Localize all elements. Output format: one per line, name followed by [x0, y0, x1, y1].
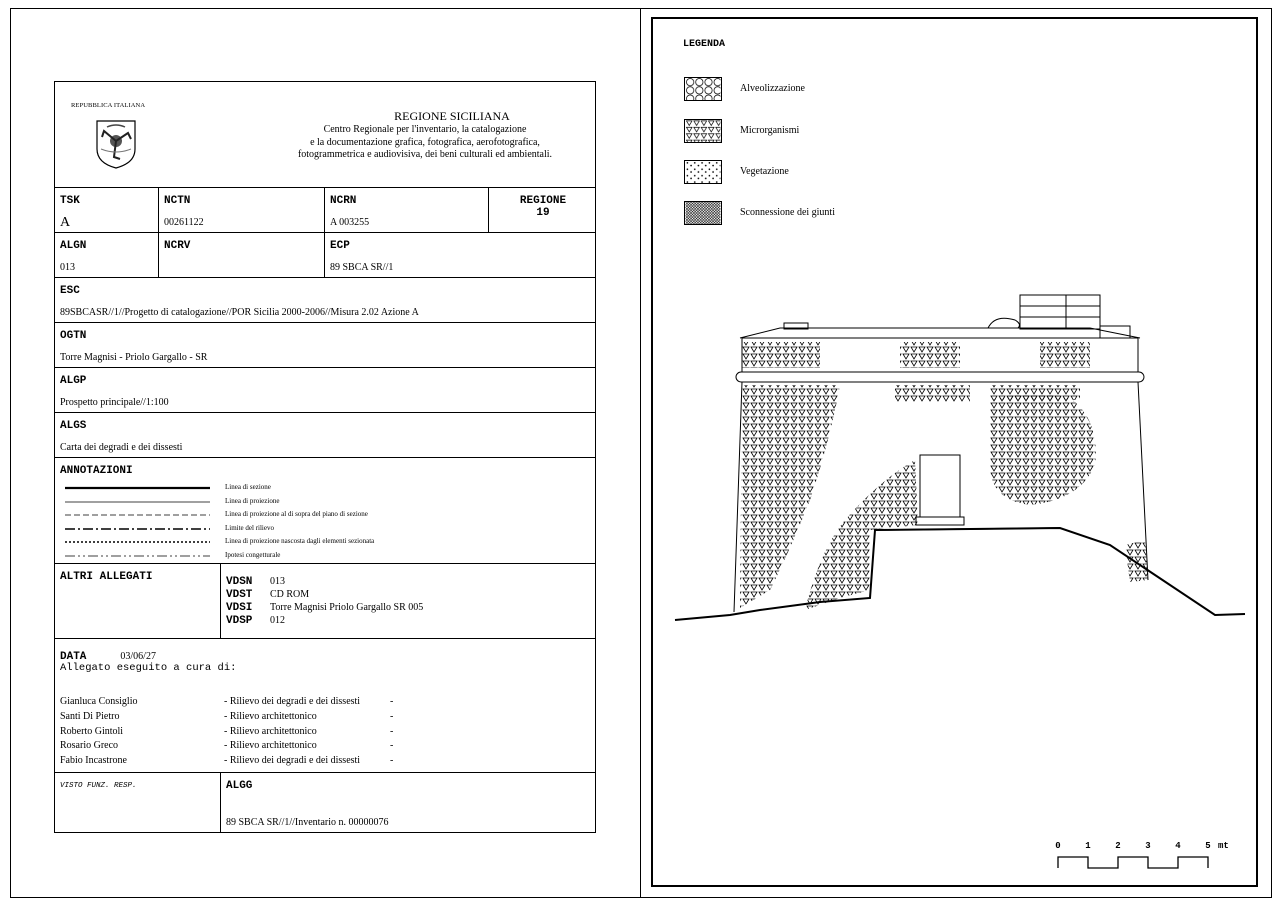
- row-tsk: [55, 188, 595, 233]
- catalog-sheet: [54, 81, 596, 833]
- field-algn: ALGN 013: [55, 233, 159, 277]
- line-style-item: Linea di proiezione nascosta dagli elementi sezionata: [225, 537, 375, 545]
- list-item: Roberto Gintoli - Rilievo architettonico -: [60, 725, 394, 737]
- field-ncrv: NCRV: [159, 233, 325, 277]
- line-style-item: Linea di proiezione: [225, 496, 280, 505]
- data-section: [55, 639, 595, 773]
- vd-row: VDSP 012: [226, 615, 285, 627]
- scale-tick-label: 0: [1055, 841, 1061, 851]
- annotazioni-label: ANNOTAZIONI: [60, 465, 133, 477]
- field-ogtn: OGTN Torre Magnisi - Priolo Gargallo - SR: [55, 323, 595, 368]
- row-algn: [55, 233, 595, 278]
- page-divider: [640, 8, 641, 898]
- region-title: REGIONE SICILIANA: [394, 109, 510, 123]
- dot-pattern-icon: [684, 160, 722, 184]
- legend-item-microrganismi: Microrganismi: [684, 119, 904, 147]
- staff-list: [60, 696, 580, 770]
- altri-allegati-section: [55, 564, 595, 639]
- line-style-item: Limite del rilievo: [225, 523, 274, 532]
- field-regione: REGIONE 19: [519, 195, 567, 219]
- scale-bar: [1050, 835, 1250, 875]
- tower-elevation-drawing: [670, 290, 1250, 630]
- field-tsk: TSK A: [55, 188, 159, 232]
- data-subtitle: Allegato eseguito a cura di:: [60, 662, 237, 674]
- annotazioni-section: [55, 458, 595, 564]
- altri-allegati-label-cell: [55, 564, 221, 638]
- line-style-item: Linea di sezione: [225, 483, 271, 491]
- scale-tick-label: 4: [1175, 841, 1181, 851]
- field-nctn: NCTN 00261122: [159, 188, 325, 232]
- scale-tick-label: 3: [1145, 841, 1151, 851]
- field-esc: ESC 89SBCASR//1//Progetto di catalogazione//POR Sicilia 2000-2006//Misura 2.02 Azione A: [55, 278, 595, 323]
- legenda-title: LEGENDA: [683, 39, 726, 50]
- field-algg: ALGG 89 SBCA SR//1//Inventario n. 00000076: [226, 780, 389, 828]
- field-ncrn: NCRN A 003255: [325, 188, 489, 232]
- scale-tick-label: 1: [1085, 841, 1091, 851]
- line-style-item: Ipotesi congetturale: [225, 550, 281, 559]
- field-algs: ALGS Carta dei degradi e dei dissesti: [55, 413, 595, 458]
- region-description: Centro Regionale per l'inventario, la catalogazione e la documentazione grafica, fotografica, aerofotografica, fotogrammetrica e audiovisiva, dei beni culturali ed ambientali.: [297, 124, 553, 160]
- vd-row: VDST CD ROM: [226, 589, 310, 601]
- altri-allegati-label: ALTRI ALLEGATI: [60, 571, 153, 583]
- vd-row: VDSN 013: [226, 576, 285, 588]
- scale-tick-label: 5: [1205, 841, 1211, 851]
- republic-label: REPUBBLICA ITALIANA: [71, 102, 146, 109]
- hexagon-pattern-icon: [684, 77, 722, 101]
- list-item: Fabio Incastrone - Rilievo dei degradi e dei dissesti -: [60, 755, 394, 767]
- data-label: DATA: [60, 651, 87, 663]
- vd-row: VDSI Torre Magnisi Priolo Gargallo SR 005: [226, 602, 424, 614]
- visto-cell: [55, 773, 221, 833]
- scale-unit-label: mt: [1218, 841, 1229, 851]
- visto-section: [55, 773, 595, 833]
- vd-fields: [221, 564, 597, 638]
- list-item: Gianluca Consiglio - Rilievo dei degradi e dei dissesti -: [60, 696, 394, 707]
- sheet-header: [55, 82, 595, 188]
- legend-item-vegetazione: Vegetazione: [684, 160, 904, 188]
- list-item: Rosario Greco - Rilievo architettonico -: [60, 740, 394, 752]
- field-ecp: ECP 89 SBCA SR//1: [330, 240, 394, 273]
- legend-item-sconnessione: Sconnessione dei giunti: [684, 201, 904, 229]
- list-item: Santi Di Pietro - Rilievo architettonico -: [60, 710, 394, 722]
- line-style-item: Linea di proiezione al di sopra del piano di sezione: [225, 510, 368, 518]
- scale-tick-label: 2: [1115, 841, 1121, 851]
- crosshatch-pattern-icon: [684, 201, 722, 225]
- visto-label: VISTO FUNZ. RESP.: [60, 782, 137, 790]
- sicily-emblem-icon: [95, 119, 137, 169]
- legend-item-alveolizzazione: Alveolizzazione: [684, 77, 904, 105]
- data-date: 03/06/27: [120, 651, 156, 662]
- triangle-pattern-icon: [684, 119, 722, 143]
- field-algp: ALGP Prospetto principale//1:100: [55, 368, 595, 413]
